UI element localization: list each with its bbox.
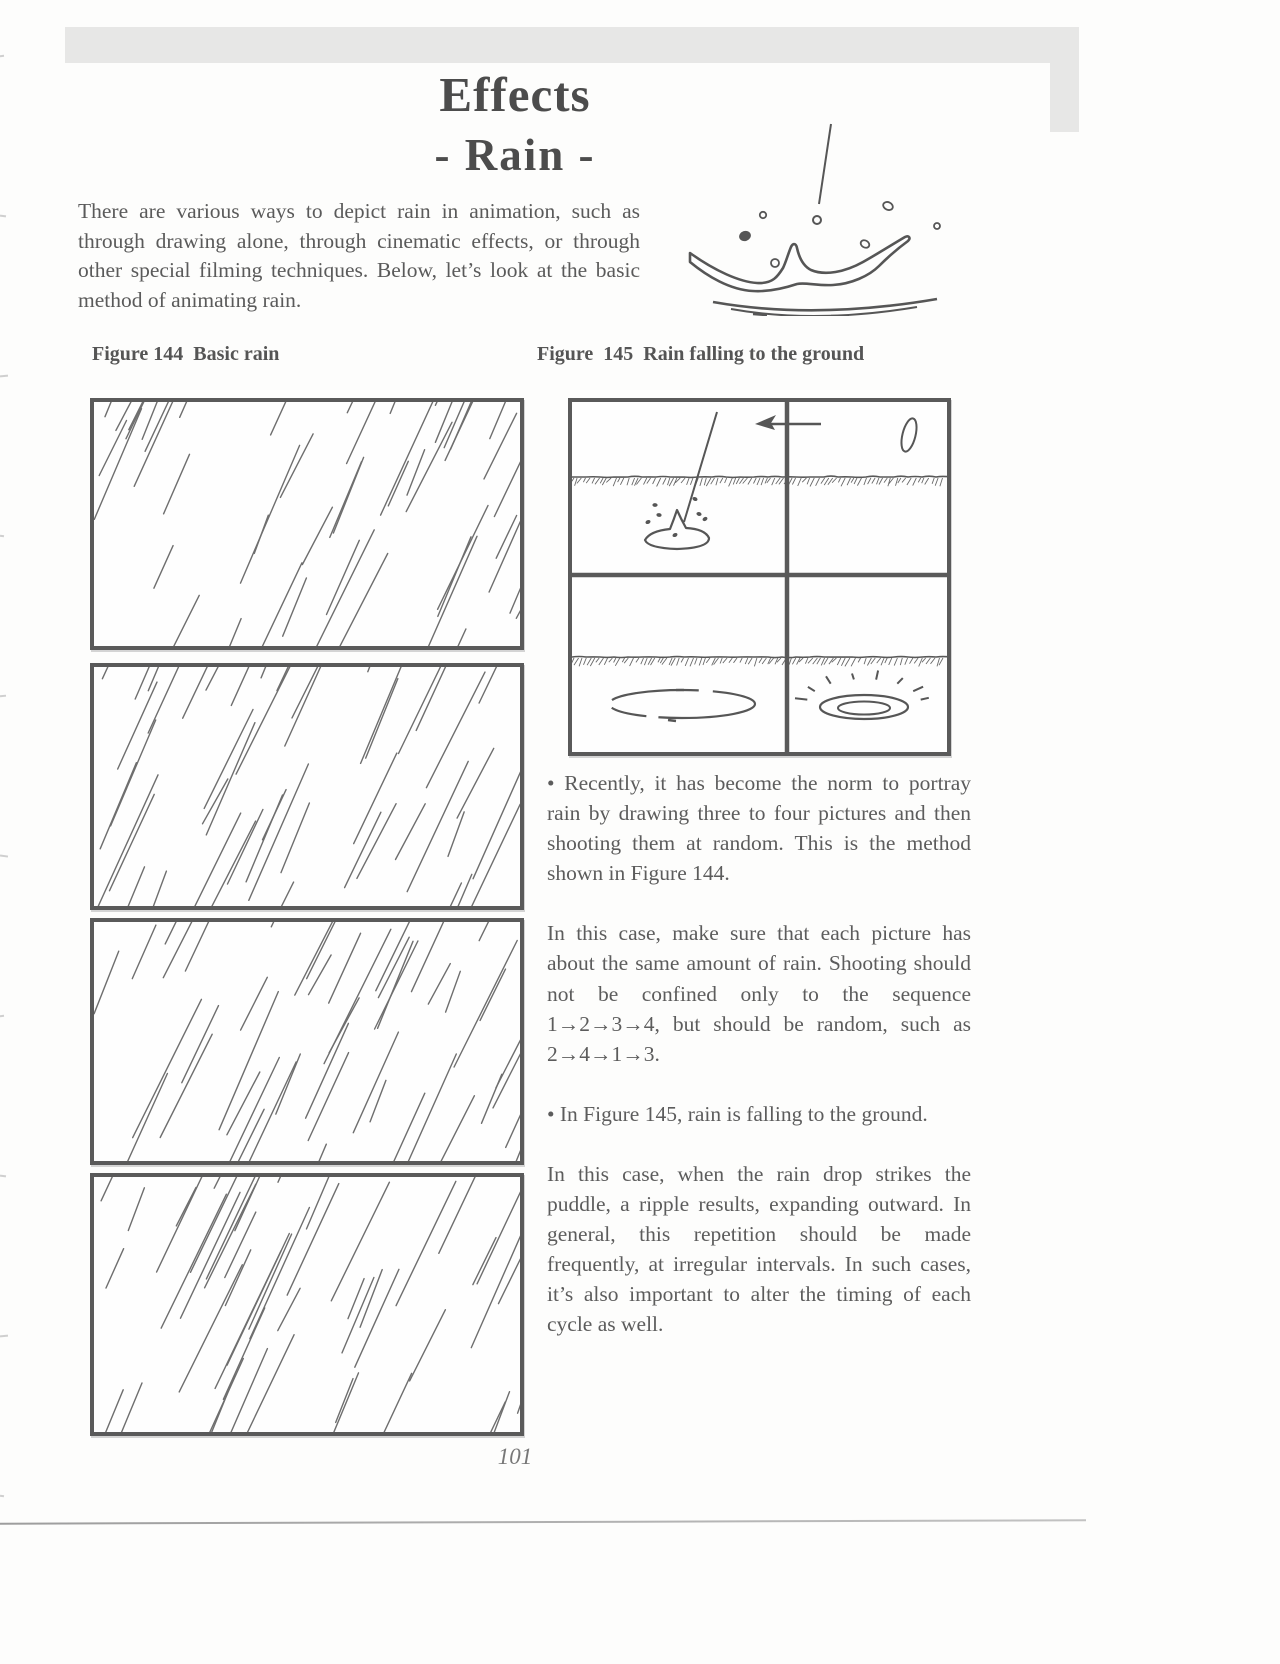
scan-tick [0,55,4,57]
body-text-column [547,768,971,1370]
figure-145-caption: Figure 145 Rain falling to the ground [537,343,865,365]
paragraph-recently-norm: • Recently, it has become the norm to portray rain by drawing three to four pictures and then shooting them at random. This is the method shown in Figure 144. [547,771,971,886]
fig144-rain-panel-1 [90,398,524,650]
rain-to-ground-drawing [572,402,947,752]
scan-tick [0,1335,8,1338]
page-subtitle: - Rain - [434,130,596,180]
scan-tick [0,854,8,857]
scan-tick [0,375,8,378]
scan-tick [0,215,6,218]
fig144-rain-panel-2 [90,663,524,910]
rain-lines-drawing-1 [94,402,520,646]
rain-lines-drawing-2 [94,667,520,906]
paragraph-same-amount: In this case, make sure that each picture has about the same amount of rain. Shooting should not be confined only to the sequence 1→2→3→4, but should be random, such as 2→4→1→3. [547,921,971,1066]
page-title: Effects [439,67,591,122]
bottom-scan-rule [0,1519,1086,1524]
splash-illustration [635,116,985,316]
paragraph-ripple: In this case, when the rain drop strikes the puddle, a ripple results, expanding outward. In general, this repetition should be made frequently, at irregular intervals. In such cases, it’s also important to alter the timing of each cycle as well. [547,1161,971,1337]
rain-lines-drawing-4 [94,1177,520,1432]
fig144-rain-panel-3 [90,918,524,1165]
paragraph-figure-145: • In Figure 145, rain is falling to the ground. [547,1101,928,1126]
fig144-rain-panel-4 [90,1173,524,1436]
scan-tick [0,695,6,698]
header-band-vertical [1050,62,1079,132]
page-number: 101 [497,1444,533,1469]
water-splash-drawing [635,116,985,316]
intro-paragraph: There are various ways to depict rain in animation, such as through drawing alone, through cinematic effects, or through other special filming techniques. Below, let’s look at the basic method of animating rain. [78,199,640,312]
figure-144-caption: Figure 144 Basic rain [92,343,280,365]
header-band-horizontal [65,27,1079,63]
scan-tick [0,1175,6,1178]
fig145-sequence-grid [568,398,951,756]
scan-tick [0,535,4,538]
scan-tick [0,1015,4,1017]
scan-tick [0,1495,4,1498]
rain-lines-drawing-3 [94,922,520,1161]
